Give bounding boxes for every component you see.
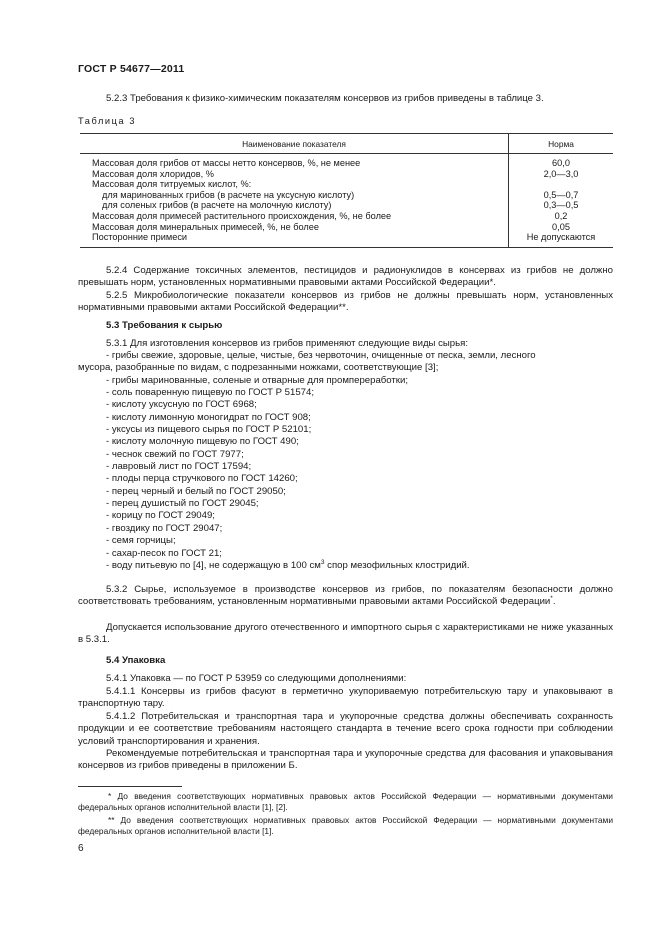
footnote-divider bbox=[78, 786, 182, 787]
paragraph-5-2-3: 5.2.3 Требования к физико-химическим показателям консервов из грибов приведены в таблице 3. bbox=[106, 93, 544, 104]
table-cell: 0,3—0,5 bbox=[543, 200, 579, 211]
page-number: 6 bbox=[78, 843, 84, 854]
table-cell: 0,2 bbox=[554, 210, 568, 221]
list-item: - грибы свежие, здоровые, целые, чистые, без червоточин, очищенные от песка, земли, лесного bbox=[106, 350, 536, 361]
table-cell: для соленых грибов (в расчете на молочную кислоту) bbox=[102, 200, 332, 211]
list-item-text: - воду питьевую по [4], не содержащую в 100 см bbox=[106, 559, 321, 571]
table-cell: Массовая доля примесей растительного происхождения, %, не более bbox=[92, 210, 392, 221]
table-cell: для маринованных грибов (в расчете на уксусную кислоту) bbox=[102, 189, 355, 200]
norm-values bbox=[509, 154, 614, 248]
list-item: - корицу по ГОСТ 29049; bbox=[106, 510, 215, 522]
list-item: - перец душистый по ГОСТ 29045; bbox=[106, 498, 259, 510]
table-cell: Массовая доля титруемых кислот, %: bbox=[92, 179, 252, 190]
paragraph-5-3-1: 5.3.1 Для изготовления консервов из грибов применяют следующие виды сырья: bbox=[106, 338, 469, 349]
table-cell bbox=[513, 179, 609, 190]
table-cell: Не допускаются bbox=[526, 232, 596, 243]
heading-5-4: 5.4 Упаковка bbox=[106, 655, 166, 666]
list-item: - семя горчицы; bbox=[106, 535, 176, 547]
list-item-water bbox=[78, 560, 613, 572]
footnote-mark: * bbox=[550, 595, 553, 603]
table-3 bbox=[80, 133, 613, 248]
list-item-text: спор мезофильных клостридий. bbox=[324, 559, 470, 571]
paragraph-5-2-4: 5.2.4 Содержание токсичных элементов, пестицидов и радионуклидов в консервах из грибов не должно превышать норм, установленных нормативными правовыми актами Российской Федерации*. bbox=[78, 265, 613, 289]
indicator-names bbox=[80, 154, 509, 248]
list-item: - сахар-песок по ГОСТ 21; bbox=[106, 547, 222, 559]
paragraph-5-3-2 bbox=[78, 584, 613, 609]
paragraph-5-2-5: 5.2.5 Микробиологические показатели консервов из грибов не должны превышать норм, установленных нормативными правовыми актами Российской Федерации**. bbox=[78, 290, 613, 314]
list-item: - лавровый лист по ГОСТ 17594; bbox=[106, 461, 252, 473]
list-item: мусора, разобранные по видам, с подрезанными ножками, соответствующие [3]; bbox=[78, 362, 439, 374]
footnote-2: ** До введения соответствующих нормативных правовых актов Российской Федерации — нормативными документами федеральных органов исполнительной власти [1]. bbox=[78, 815, 613, 837]
heading-5-3: 5.3 Требования к сырью bbox=[106, 320, 223, 331]
paragraph-text: . bbox=[552, 596, 556, 608]
list-item: - кислоту лимонную моногидрат по ГОСТ 908; bbox=[106, 411, 311, 423]
header-norm: Норма bbox=[509, 134, 614, 154]
paragraph-5-4-1: 5.4.1 Упаковка — по ГОСТ Р 53959 со следующими дополнениями: bbox=[106, 673, 407, 684]
document-code: ГОСТ Р 54677—2011 bbox=[78, 63, 185, 75]
table-caption: Таблица 3 bbox=[78, 116, 137, 126]
table-cell: Массовая доля хлоридов, % bbox=[92, 168, 214, 179]
paragraph-5-4-1-2: 5.4.1.2 Потребительская и транспортная тара и укупорочные средства должны обеспечивать сохранность продукции и ее соответствие требованиям настоящего стандарта в течение всего срока годности при соблюдении условий транспортирования и хранения. bbox=[78, 711, 613, 747]
list-item: - соль поваренную пищевую по ГОСТ Р 51574; bbox=[106, 387, 315, 399]
table-cell: Посторонние примеси bbox=[92, 232, 188, 243]
table-header-row bbox=[80, 134, 613, 154]
table-cell: 0,05 bbox=[552, 221, 570, 232]
table-body-row bbox=[80, 154, 613, 248]
superscript: 3 bbox=[320, 558, 325, 566]
list-item: - кислоту уксусную по ГОСТ 6968; bbox=[106, 399, 257, 411]
paragraph-5-4-1-1: 5.4.1.1 Консервы из грибов фасуют в герметично укупориваемую потребительскую тару и упаковывают в транспортную тару. bbox=[78, 686, 613, 710]
list-item: - гвоздику по ГОСТ 29047; bbox=[106, 522, 223, 534]
list-item: - кислоту молочную пищевую по ГОСТ 490; bbox=[106, 436, 299, 448]
list-item: - плоды перца стручкового по ГОСТ 14260; bbox=[106, 473, 298, 485]
table-cell: 2,0—3,0 bbox=[543, 168, 579, 179]
list-item: - перец черный и белый по ГОСТ 29050; bbox=[106, 485, 286, 497]
list-item: - грибы маринованные, соленые и отварные для промпереработки; bbox=[106, 374, 409, 386]
header-indicator-name: Наименование показателя bbox=[80, 134, 509, 154]
raw-materials-list bbox=[78, 350, 613, 572]
footnote-1: * До введения соответствующих нормативных правовых актов Российской Федерации — нормативными документами федеральных органов исполнительной власти [1], [2]. bbox=[78, 791, 613, 813]
list-item: - чеснок свежий по ГОСТ 7977; bbox=[106, 448, 244, 460]
table-cell: 60,0 bbox=[552, 158, 570, 168]
table-cell: 0,5—0,7 bbox=[543, 189, 579, 200]
list-item: - уксусы из пищевого сырья по ГОСТ Р 52101; bbox=[106, 424, 312, 436]
table-cell: Массовая доля грибов от массы нетто консервов, %, не менее bbox=[92, 158, 361, 168]
paragraph-recommended-packaging: Рекомендуемые потребительская и транспортная тара и укупорочные средства для фасования и упаковывания консервов из грибов приведены в приложении Б. bbox=[78, 748, 613, 772]
paragraph-allowed-raw: Допускается использование другого отечественного и импортного сырья с характеристиками не ниже указанных в 5.3.1. bbox=[78, 622, 613, 646]
table-cell: Массовая доля минеральных примесей, %, не более bbox=[92, 221, 320, 232]
paragraph-text: 5.3.2 Сырье, используемое в производстве консервов из грибов, по показателям безопасности должно соответствовать требованиям, установленным нормативными правовыми актами Российской Федерации bbox=[78, 584, 613, 608]
